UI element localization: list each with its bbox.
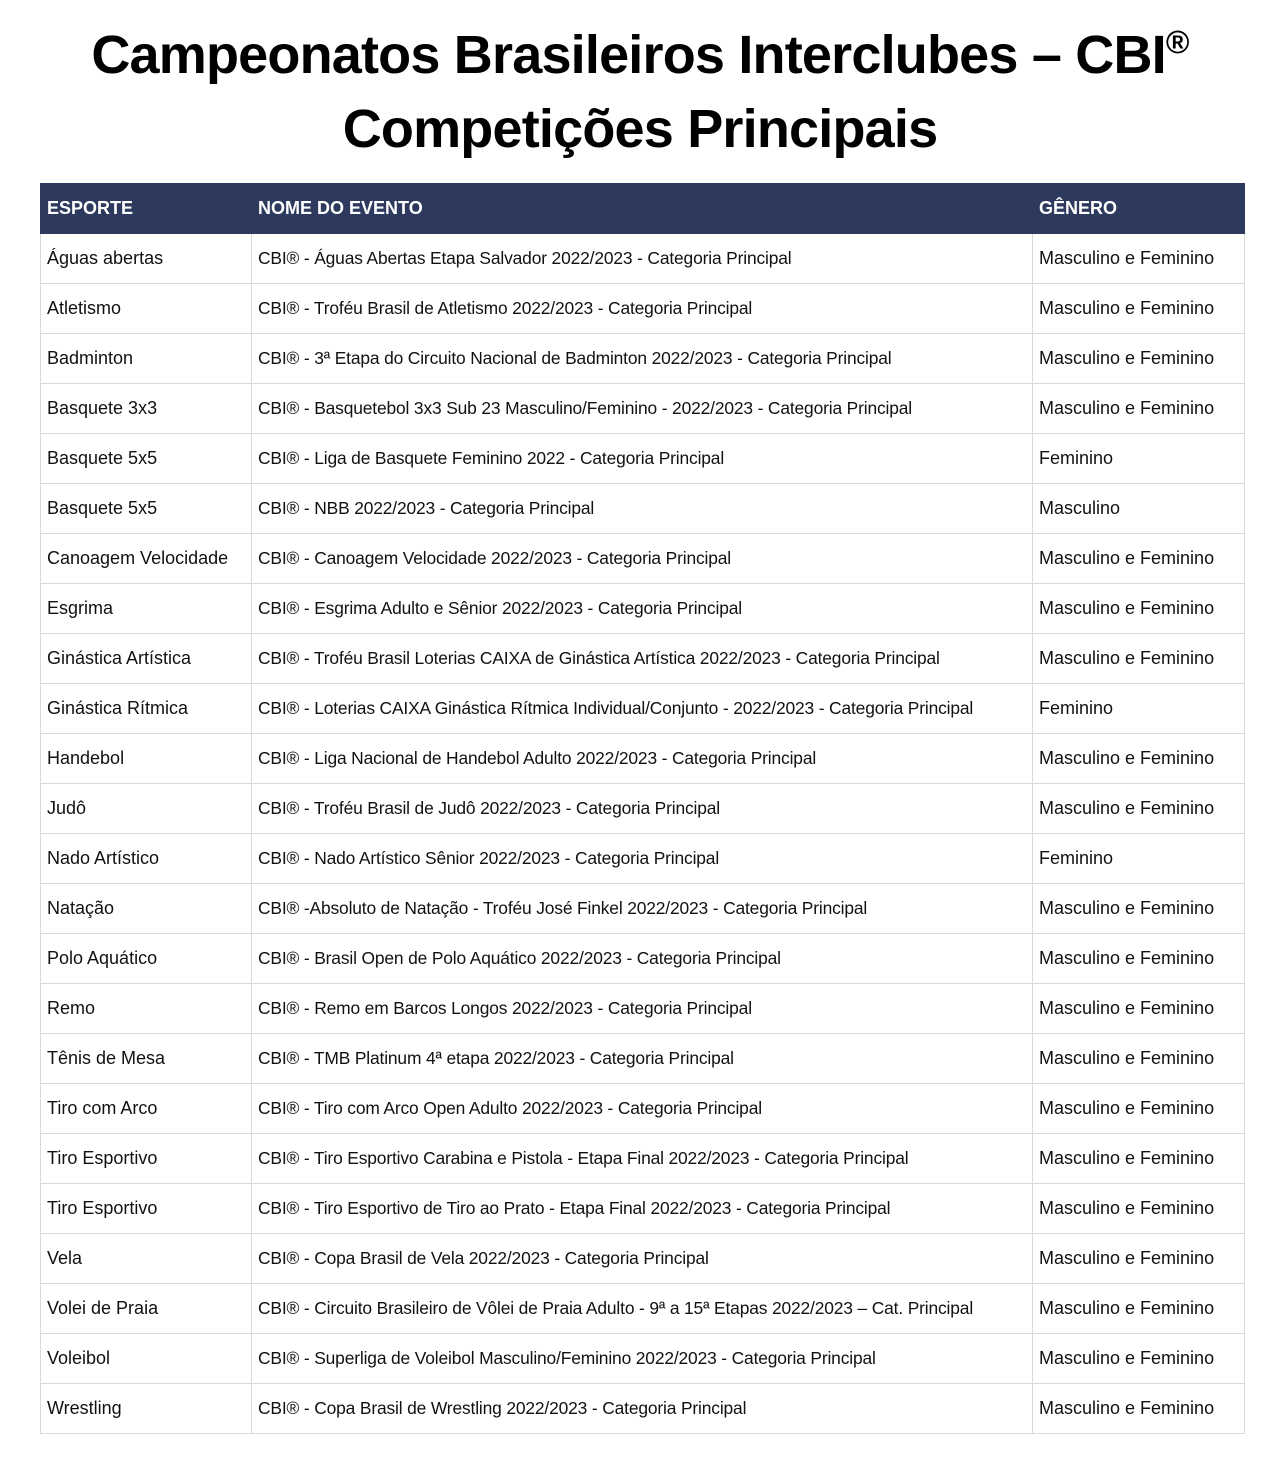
table-header	[41, 184, 1245, 234]
gender-cell: Masculino	[1033, 484, 1245, 534]
sport-cell: Ginástica Rítmica	[41, 684, 252, 734]
sport-cell: Wrestling	[41, 1384, 252, 1434]
title-line-2: Competições Principais	[342, 99, 938, 159]
sport-cell: Polo Aquático	[41, 934, 252, 984]
gender-cell: Masculino e Feminino	[1033, 284, 1245, 334]
gender-cell: Masculino e Feminino	[1033, 1134, 1245, 1184]
event-name-cell: CBI® - Esgrima Adulto e Sênior 2022/2023 - Categoria Principal	[252, 584, 1033, 634]
gender-cell: Masculino e Feminino	[1033, 1034, 1245, 1084]
event-name-cell: CBI® - Tiro Esportivo de Tiro ao Prato - Etapa Final 2022/2023 - Categoria Principal	[252, 1184, 1033, 1234]
table-row	[41, 734, 1245, 784]
table-row	[41, 1284, 1245, 1334]
registered-mark: ®	[1165, 24, 1189, 60]
sport-cell: Atletismo	[41, 284, 252, 334]
sport-cell: Badminton	[41, 334, 252, 384]
table-row	[41, 1184, 1245, 1234]
event-name-cell: CBI® - TMB Platinum 4ª etapa 2022/2023 - Categoria Principal	[252, 1034, 1033, 1084]
table-row	[41, 1034, 1245, 1084]
sport-cell: Volei de Praia	[41, 1284, 252, 1334]
column-header-esporte: ESPORTE	[41, 184, 252, 234]
gender-cell: Masculino e Feminino	[1033, 1184, 1245, 1234]
sport-cell: Tiro Esportivo	[41, 1134, 252, 1184]
sport-cell: Vela	[41, 1234, 252, 1284]
table-row	[41, 684, 1245, 734]
table-row	[41, 584, 1245, 634]
table-row	[41, 234, 1245, 284]
event-name-cell: CBI® - Brasil Open de Polo Aquático 2022/2023 - Categoria Principal	[252, 934, 1033, 984]
sport-cell: Canoagem Velocidade	[41, 534, 252, 584]
table-row	[41, 384, 1245, 434]
table-row	[41, 484, 1245, 534]
sport-cell: Basquete 5x5	[41, 484, 252, 534]
event-name-cell: CBI® - Circuito Brasileiro de Vôlei de Praia Adulto - 9ª a 15ª Etapas 2022/2023 – Cat. Principal	[252, 1284, 1033, 1334]
table-row	[41, 334, 1245, 384]
table-row	[41, 1334, 1245, 1384]
table-row	[41, 1384, 1245, 1434]
gender-cell: Feminino	[1033, 684, 1245, 734]
event-name-cell: CBI® -Absoluto de Natação - Troféu José Finkel 2022/2023 - Categoria Principal	[252, 884, 1033, 934]
table-row	[41, 284, 1245, 334]
header-row	[41, 184, 1245, 234]
gender-cell: Masculino e Feminino	[1033, 534, 1245, 584]
sport-cell: Tiro com Arco	[41, 1084, 252, 1134]
event-name-cell: CBI® - Liga de Basquete Feminino 2022 - Categoria Principal	[252, 434, 1033, 484]
title-line-1-text: Campeonatos Brasileiros Interclubes – CBI	[91, 25, 1166, 85]
column-header-nome-do-evento: NOME DO EVENTO	[252, 184, 1033, 234]
sport-cell: Remo	[41, 984, 252, 1034]
gender-cell: Masculino e Feminino	[1033, 1334, 1245, 1384]
event-name-cell: CBI® - Troféu Brasil Loterias CAIXA de Ginástica Artística 2022/2023 - Categoria Principal	[252, 634, 1033, 684]
sport-cell: Basquete 5x5	[41, 434, 252, 484]
table-body	[41, 234, 1245, 1434]
column-header-genero: GÊNERO	[1033, 184, 1245, 234]
events-table	[40, 183, 1245, 1434]
event-name-cell: CBI® - Copa Brasil de Vela 2022/2023 - Categoria Principal	[252, 1234, 1033, 1284]
gender-cell: Masculino e Feminino	[1033, 234, 1245, 284]
gender-cell: Masculino e Feminino	[1033, 584, 1245, 634]
sport-cell: Águas abertas	[41, 234, 252, 284]
event-name-cell: CBI® - Remo em Barcos Longos 2022/2023 - Categoria Principal	[252, 984, 1033, 1034]
event-name-cell: CBI® - Loterias CAIXA Ginástica Rítmica Individual/Conjunto - 2022/2023 - Categoria Principal	[252, 684, 1033, 734]
gender-cell: Masculino e Feminino	[1033, 934, 1245, 984]
table-row	[41, 634, 1245, 684]
gender-cell: Masculino e Feminino	[1033, 784, 1245, 834]
table-row	[41, 984, 1245, 1034]
sport-cell: Tênis de Mesa	[41, 1034, 252, 1084]
event-name-cell: CBI® - Nado Artístico Sênior 2022/2023 - Categoria Principal	[252, 834, 1033, 884]
sport-cell: Esgrima	[41, 584, 252, 634]
title-line-1	[0, 18, 1280, 92]
sport-cell: Handebol	[41, 734, 252, 784]
gender-cell: Masculino e Feminino	[1033, 1284, 1245, 1334]
sport-cell: Judô	[41, 784, 252, 834]
table-row	[41, 1234, 1245, 1284]
event-name-cell: CBI® - Águas Abertas Etapa Salvador 2022/2023 - Categoria Principal	[252, 234, 1033, 284]
table-row	[41, 884, 1245, 934]
gender-cell: Masculino e Feminino	[1033, 384, 1245, 434]
event-name-cell: CBI® - 3ª Etapa do Circuito Nacional de Badminton 2022/2023 - Categoria Principal	[252, 334, 1033, 384]
gender-cell: Masculino e Feminino	[1033, 734, 1245, 784]
table-row	[41, 1134, 1245, 1184]
table-row	[41, 784, 1245, 834]
sport-cell: Nado Artístico	[41, 834, 252, 884]
table-row	[41, 434, 1245, 484]
event-name-cell: CBI® - Tiro Esportivo Carabina e Pistola - Etapa Final 2022/2023 - Categoria Principal	[252, 1134, 1033, 1184]
table-row	[41, 534, 1245, 584]
gender-cell: Masculino e Feminino	[1033, 334, 1245, 384]
table-row	[41, 834, 1245, 884]
event-name-cell: CBI® - Liga Nacional de Handebol Adulto 2022/2023 - Categoria Principal	[252, 734, 1033, 784]
event-name-cell: CBI® - Copa Brasil de Wrestling 2022/2023 - Categoria Principal	[252, 1384, 1033, 1434]
event-name-cell: CBI® - Tiro com Arco Open Adulto 2022/2023 - Categoria Principal	[252, 1084, 1033, 1134]
event-name-cell: CBI® - Troféu Brasil de Judô 2022/2023 - Categoria Principal	[252, 784, 1033, 834]
page-title	[0, 18, 1280, 166]
table-row	[41, 1084, 1245, 1134]
event-name-cell: CBI® - NBB 2022/2023 - Categoria Principal	[252, 484, 1033, 534]
sport-cell: Ginástica Artística	[41, 634, 252, 684]
gender-cell: Masculino e Feminino	[1033, 1084, 1245, 1134]
gender-cell: Masculino e Feminino	[1033, 984, 1245, 1034]
gender-cell: Feminino	[1033, 834, 1245, 884]
event-name-cell: CBI® - Troféu Brasil de Atletismo 2022/2023 - Categoria Principal	[252, 284, 1033, 334]
gender-cell: Masculino e Feminino	[1033, 634, 1245, 684]
sport-cell: Tiro Esportivo	[41, 1184, 252, 1234]
event-name-cell: CBI® - Superliga de Voleibol Masculino/Feminino 2022/2023 - Categoria Principal	[252, 1334, 1033, 1384]
gender-cell: Masculino e Feminino	[1033, 1234, 1245, 1284]
event-name-cell: CBI® - Canoagem Velocidade 2022/2023 - Categoria Principal	[252, 534, 1033, 584]
gender-cell: Masculino e Feminino	[1033, 884, 1245, 934]
sport-cell: Natação	[41, 884, 252, 934]
gender-cell: Feminino	[1033, 434, 1245, 484]
event-name-cell: CBI® - Basquetebol 3x3 Sub 23 Masculino/Feminino - 2022/2023 - Categoria Principal	[252, 384, 1033, 434]
sport-cell: Voleibol	[41, 1334, 252, 1384]
gender-cell: Masculino e Feminino	[1033, 1384, 1245, 1434]
sport-cell: Basquete 3x3	[41, 384, 252, 434]
table-row	[41, 934, 1245, 984]
